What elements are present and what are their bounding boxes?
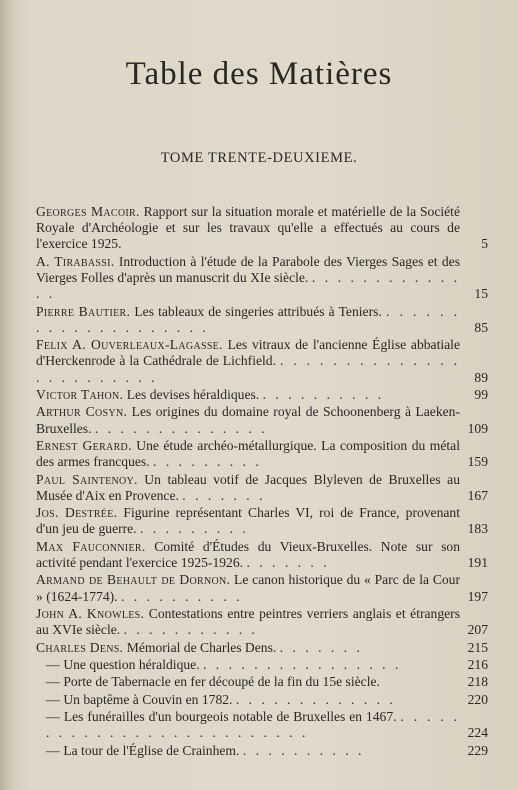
page-title: Table des Matières [125,56,393,92]
entry-author: Felix A. Ouverleaux-Lagasse. [36,337,223,353]
entry-author: — [46,656,60,672]
leader-dots: . . . . . . . . . . [120,588,243,604]
entry-page-number: 183 [467,521,488,537]
toc-entry [36,337,488,386]
entry-title: Porte de Tabernacle en fer découpé de la fin du 15e siècle. [63,674,380,690]
entry-page-number: 109 [467,420,488,436]
toc-entry [36,404,488,436]
entry-title: Introduction à l'étude de la Parabole des Vierges Sages et des Vierges Folles d'après un manuscrit du XIe siècle. [36,253,461,285]
entry-author: John A. Knowles. [36,605,145,621]
entry-title: Contestations entre peintres verriers anglais et étrangers au XVIe siècle. [36,605,460,638]
leader-dots: . . . . . . . [182,487,266,503]
entry-author: — [46,742,60,758]
toc-entry [36,743,488,759]
entry-author: — [46,674,60,690]
leader-dots: . . . . . . . . . . . . . [235,691,396,707]
leader-dots: . . . . . . . . . . . [123,622,258,638]
entry-title: Une étude archéo-métallurgique. La composition du métal des armes francques. [36,437,460,470]
leader-dots: . . . . . . . . . . . . . . . . . . . . . . . . [36,353,460,385]
entry-author: Ernest Gerard. [36,437,132,453]
entry-page-number: 15 [474,286,488,302]
entry-title: Rapport sur la situation morale et matérielle de la Société Royale d'Archéologie et sur les travaux qu'elle a effectués au cours de l'exercice 1925. [36,204,460,252]
entry-title: Les vitraux de l'ancienne Église abbatiale d'Herckenrode à la Cathédrale de Lichfield. [36,337,460,369]
entry-title: Les devises héraldiques. [126,386,260,402]
toc-entry [36,304,488,336]
toc-entry [36,204,488,253]
entry-page-number: 224 [467,725,488,741]
entry-author: Max Fauconnier. [36,538,146,554]
entry-page-number: 207 [467,622,488,638]
entry-title: Les funérailles d'un bourgeois notable de Bruxelles en 1467. [63,709,397,725]
leader-dots: . . . . . . . [246,554,330,570]
entry-page-number: 218 [467,674,488,690]
entry-author: Jos. Destrée. [36,505,118,521]
toc-entry [36,387,488,403]
entry-title: Une question héraldique. [63,656,200,672]
toc-entry [36,539,488,571]
toc-entry [36,254,488,303]
contents-list [36,204,488,760]
entry-author: Armand de Behault de Dornon. [36,572,231,588]
toc-entry [36,606,488,638]
entry-author: — [46,691,60,707]
toc-entry [36,438,488,470]
entry-title: Un baptême à Couvin en 1782. [63,691,233,707]
entry-page-number: 167 [467,487,488,503]
entry-page-number: 215 [467,639,488,655]
toc-entry [36,640,488,656]
entry-page-number: 229 [467,742,488,758]
entry-page-number: 89 [474,369,488,385]
toc-entry [36,472,488,504]
entry-title: Les tableaux de singeries attribués à Teniers. [134,303,382,319]
entry-author: Paul Saintenoy. [36,471,138,487]
entry-title: Figurine représentant Charles VI, roi de France, provenant d'un jeu de guerre. [36,505,460,537]
entry-title: Le canon historique du « Parc de la Cour » (1624-1774). [36,572,461,604]
leader-dots: . . . . . . . [279,639,363,655]
entry-author: Pierre Bautier. [36,303,131,319]
leader-dots: . . . . . . . . . . . . . . [94,420,268,436]
leader-dots: . . . . . . . . . . . . . . . . [203,656,402,672]
entry-page-number: 5 [481,236,488,252]
leader-dots: . . . . . . . . . . . . . . . . . . . . . . . . . . [46,709,461,741]
toc-entry [36,572,488,604]
entry-page-number: 99 [474,386,488,402]
leader-dots: . . . . . . . . . . [242,742,365,758]
entry-page-number: 85 [474,319,488,335]
entry-author: — [46,709,60,725]
entry-title: La tour de l'Église de Crainhem. [63,742,240,758]
entry-author: Charles Dens. [36,639,124,655]
entry-title: Un tableau votif de Jacques Blyleven de Bruxelles au Musée d'Aix en Provence. [36,471,461,503]
leader-dots: . . . . . . . . . [140,521,249,537]
entry-author: Arthur Cosyn. [36,404,128,420]
entry-page-number: 216 [467,656,488,672]
toc-entry [36,505,488,537]
page-gutter [0,0,14,790]
toc-entry [36,709,488,741]
toc-entry [36,657,488,673]
entry-page-number: 197 [467,588,488,604]
toc-entry [36,692,488,708]
entry-author: Georges Macoir. [36,204,140,219]
leader-dots: . . . . . . . . . . [262,386,385,402]
leader-dots: . . . . . . . . . . . . . . . . . . . . [36,303,460,335]
entry-title: Les origines du domaine royal de Schoonenberg à Laeken-Bruxelles. [36,404,460,436]
volume-heading: TOME TRENTE-DEUXIEME. [160,150,358,166]
entry-author: A. Tirabassi. [36,253,115,269]
entry-title: Mémorial de Charles Dens. [126,639,277,655]
leader-dots: . . . . . . . . . [153,454,262,470]
toc-entry [36,674,488,690]
entry-author: Victor Tahon. [36,386,124,402]
leader-dots: . . . . . . . . . . . . . . [36,270,460,302]
entry-page-number: 220 [467,691,488,707]
entry-title: Comité d'Études du Vieux-Bruxelles. Note sur son activité pendant l'exercice 1925-1926. [36,538,461,570]
entry-page-number: 159 [467,454,488,470]
entry-page-number: 191 [467,554,488,570]
